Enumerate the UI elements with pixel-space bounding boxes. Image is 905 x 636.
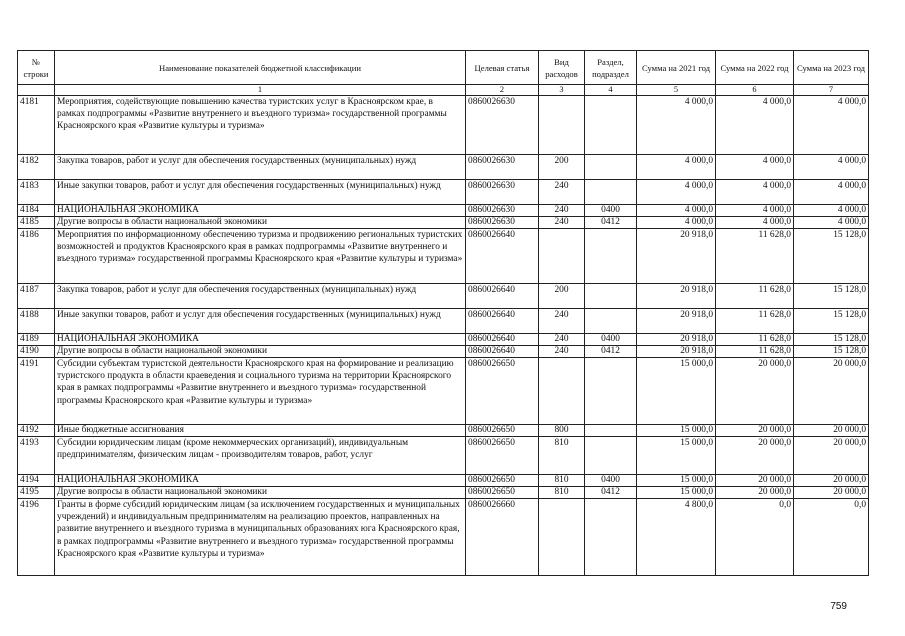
row-target: 0860026630 [466, 217, 539, 229]
row-target: 0860026650 [466, 425, 539, 437]
table-row [18, 96, 869, 155]
row-expense-type: 240 [539, 217, 585, 229]
table-header [18, 51, 869, 96]
table-row [18, 358, 869, 425]
row-number: 4192 [18, 425, 55, 437]
row-sum-2021: 20 918,0 [637, 309, 716, 334]
row-sum-2022: 0,0 [716, 499, 794, 576]
row-section [585, 309, 637, 334]
table-row [18, 217, 869, 229]
header-expense-type: Вид расходов [539, 51, 585, 85]
row-section [585, 499, 637, 576]
row-number: 4194 [18, 475, 55, 487]
row-section [585, 180, 637, 205]
row-sum-2023: 20 000,0 [794, 437, 869, 475]
table-row [18, 499, 869, 576]
row-sum-2022: 20 000,0 [716, 487, 794, 499]
row-sum-2022: 11 628,0 [716, 309, 794, 334]
table-row [18, 180, 869, 205]
row-number: 4182 [18, 155, 55, 180]
row-sum-2021: 20 918,0 [637, 346, 716, 358]
row-target: 0860026660 [466, 499, 539, 576]
row-sum-2023: 4 000,0 [794, 205, 869, 217]
row-number: 4186 [18, 229, 55, 284]
row-name: Иные закупки товаров, работ и услуг для обеспечения государственных (муниципальных) нужд [55, 309, 466, 334]
row-sum-2021: 15 000,0 [637, 437, 716, 475]
row-name: Гранты в форме субсидий юридическим лицам (за исключением государственных и муниципальных учреждений) и индивидуальным предпринимателям на реализацию проектов, направленных на развитие внутреннего и въездного туризма в муниципальных образованиях юга Красноярского края, в рамках подпрограммы «Развитие внутреннего и въездного туризма» государственной программы Красноярского края «Развитие культуры и туризма» [55, 499, 466, 576]
row-number: 4188 [18, 309, 55, 334]
row-sum-2022: 11 628,0 [716, 334, 794, 346]
budget-page [17, 50, 869, 576]
row-sum-2022: 4 000,0 [716, 217, 794, 229]
row-name: Субсидии юридическим лицам (кроме некоммерческих организаций), индивидуальным предпринимателям, физическим лицам - производителям товаров, работ, услуг [55, 437, 466, 475]
row-sum-2023: 20 000,0 [794, 487, 869, 499]
row-number: 4191 [18, 358, 55, 425]
column-number: 5 [637, 85, 716, 96]
row-sum-2021: 15 000,0 [637, 487, 716, 499]
row-expense-type: 240 [539, 309, 585, 334]
row-name: НАЦИОНАЛЬНАЯ ЭКОНОМИКА [55, 334, 466, 346]
column-number: 7 [794, 85, 869, 96]
row-sum-2021: 15 000,0 [637, 358, 716, 425]
header-target: Целевая статья [466, 51, 539, 85]
column-number: 2 [466, 85, 539, 96]
column-number: 6 [716, 85, 794, 96]
row-expense-type: 810 [539, 437, 585, 475]
header-row-number: № строки [18, 51, 55, 85]
row-sum-2021: 4 000,0 [637, 155, 716, 180]
row-name: Закупка товаров, работ и услуг для обеспечения государственных (муниципальных) нужд [55, 284, 466, 309]
table-body [18, 96, 869, 576]
row-section [585, 425, 637, 437]
row-target: 0860026630 [466, 96, 539, 155]
row-sum-2021: 4 000,0 [637, 217, 716, 229]
row-sum-2021: 4 000,0 [637, 96, 716, 155]
row-sum-2021: 4 000,0 [637, 205, 716, 217]
table-row [18, 229, 869, 284]
row-expense-type: 800 [539, 425, 585, 437]
row-section [585, 96, 637, 155]
row-section: 0412 [585, 217, 637, 229]
row-sum-2023: 0,0 [794, 499, 869, 576]
row-number: 4187 [18, 284, 55, 309]
row-sum-2023: 15 128,0 [794, 309, 869, 334]
row-sum-2023: 15 128,0 [794, 229, 869, 284]
row-expense-type: 240 [539, 205, 585, 217]
row-target: 0860026640 [466, 229, 539, 284]
header-name: Наименование показателей бюджетной классификации [55, 51, 466, 85]
row-sum-2023: 4 000,0 [794, 96, 869, 155]
row-expense-type [539, 499, 585, 576]
table-row [18, 437, 869, 475]
row-sum-2023: 20 000,0 [794, 475, 869, 487]
row-expense-type: 810 [539, 487, 585, 499]
row-number: 4183 [18, 180, 55, 205]
row-sum-2022: 11 628,0 [716, 229, 794, 284]
budget-table [17, 50, 869, 576]
row-target: 0860026650 [466, 358, 539, 425]
table-row [18, 346, 869, 358]
row-name: НАЦИОНАЛЬНАЯ ЭКОНОМИКА [55, 475, 466, 487]
row-sum-2022: 20 000,0 [716, 358, 794, 425]
row-name: Закупка товаров, работ и услуг для обеспечения государственных (муниципальных) нужд [55, 155, 466, 180]
row-section [585, 437, 637, 475]
row-sum-2022: 4 000,0 [716, 155, 794, 180]
row-expense-type: 810 [539, 475, 585, 487]
row-name: Иные бюджетные ассигнования [55, 425, 466, 437]
row-target: 0860026650 [466, 487, 539, 499]
row-sum-2022: 11 628,0 [716, 346, 794, 358]
row-sum-2021: 4 000,0 [637, 180, 716, 205]
header-sum-2023: Сумма на 2023 год [794, 51, 869, 85]
row-sum-2022: 20 000,0 [716, 437, 794, 475]
table-row [18, 487, 869, 499]
row-name: Другие вопросы в области национальной экономики [55, 487, 466, 499]
row-expense-type: 240 [539, 346, 585, 358]
row-expense-type [539, 358, 585, 425]
row-sum-2022: 4 000,0 [716, 96, 794, 155]
table-row [18, 425, 869, 437]
row-number: 4189 [18, 334, 55, 346]
row-expense-type: 240 [539, 334, 585, 346]
row-sum-2022: 4 000,0 [716, 180, 794, 205]
header-sum-2022: Сумма на 2022 год [716, 51, 794, 85]
table-row [18, 309, 869, 334]
row-expense-type: 200 [539, 284, 585, 309]
row-target: 0860026630 [466, 205, 539, 217]
row-name: Другие вопросы в области национальной экономики [55, 217, 466, 229]
row-sum-2021: 20 918,0 [637, 334, 716, 346]
row-sum-2023: 20 000,0 [794, 358, 869, 425]
row-section [585, 155, 637, 180]
row-sum-2023: 4 000,0 [794, 217, 869, 229]
row-sum-2023: 4 000,0 [794, 155, 869, 180]
row-sum-2021: 4 800,0 [637, 499, 716, 576]
row-number: 4195 [18, 487, 55, 499]
row-number: 4184 [18, 205, 55, 217]
row-number: 4196 [18, 499, 55, 576]
row-section: 0400 [585, 205, 637, 217]
row-sum-2022: 20 000,0 [716, 425, 794, 437]
row-number: 4190 [18, 346, 55, 358]
column-number [18, 85, 55, 96]
row-expense-type [539, 229, 585, 284]
table-row [18, 155, 869, 180]
table-row [18, 334, 869, 346]
row-sum-2022: 11 628,0 [716, 284, 794, 309]
row-sum-2021: 20 918,0 [637, 284, 716, 309]
header-sum-2021: Сумма на 2021 год [637, 51, 716, 85]
row-number: 4181 [18, 96, 55, 155]
row-expense-type: 240 [539, 180, 585, 205]
row-sum-2023: 15 128,0 [794, 334, 869, 346]
row-name: Другие вопросы в области национальной экономики [55, 346, 466, 358]
row-sum-2022: 4 000,0 [716, 205, 794, 217]
row-sum-2021: 20 918,0 [637, 229, 716, 284]
row-target: 0860026650 [466, 475, 539, 487]
column-number: 1 [55, 85, 466, 96]
row-target: 0860026640 [466, 334, 539, 346]
row-number: 4193 [18, 437, 55, 475]
row-sum-2023: 4 000,0 [794, 180, 869, 205]
row-sum-2022: 20 000,0 [716, 475, 794, 487]
row-name: НАЦИОНАЛЬНАЯ ЭКОНОМИКА [55, 205, 466, 217]
row-section: 0412 [585, 346, 637, 358]
row-name: Мероприятия по информационному обеспечению туризма и продвижению региональных туристских возможностей и продуктов Красноярского края в рамках подпрограммы «Развитие внутреннего и въездного туризма» государственной программы Красноярского края «Развитие культуры и туризма» [55, 229, 466, 284]
row-section [585, 358, 637, 425]
row-sum-2021: 15 000,0 [637, 475, 716, 487]
row-target: 0860026640 [466, 346, 539, 358]
row-target: 0860026640 [466, 284, 539, 309]
table-row [18, 284, 869, 309]
row-target: 0860026630 [466, 180, 539, 205]
table-row [18, 205, 869, 217]
row-section [585, 229, 637, 284]
row-target: 0860026640 [466, 309, 539, 334]
row-sum-2023: 15 128,0 [794, 284, 869, 309]
row-name: Мероприятия, содействующие повышению качества туристских услуг в Красноярском крае, в рамках подпрограммы «Развитие внутреннего и въездного туризма» государственной программы Красноярского края «Развитие культуры и туризма» [55, 96, 466, 155]
page-number: 759 [830, 601, 847, 612]
row-sum-2023: 15 128,0 [794, 346, 869, 358]
row-section [585, 284, 637, 309]
column-number: 3 [539, 85, 585, 96]
row-target: 0860026650 [466, 437, 539, 475]
row-expense-type: 200 [539, 155, 585, 180]
row-sum-2021: 15 000,0 [637, 425, 716, 437]
row-section: 0400 [585, 334, 637, 346]
row-name: Иные закупки товаров, работ и услуг для обеспечения государственных (муниципальных) нужд [55, 180, 466, 205]
row-number: 4185 [18, 217, 55, 229]
row-section: 0412 [585, 487, 637, 499]
header-section: Раздел, подраздел [585, 51, 637, 85]
row-expense-type [539, 96, 585, 155]
row-sum-2023: 20 000,0 [794, 425, 869, 437]
row-target: 0860026630 [466, 155, 539, 180]
row-name: Субсидии субъектам туристской деятельности Красноярского края на формирование и реализацию туристского продукта в области краеведения и социального туризма на территории Красноярского края в рамках подпрограммы «Развитие внутреннего и въездного туризма» государственной программы Красноярского края «Развитие культуры и туризма» [55, 358, 466, 425]
row-section: 0400 [585, 475, 637, 487]
table-row [18, 475, 869, 487]
column-number: 4 [585, 85, 637, 96]
